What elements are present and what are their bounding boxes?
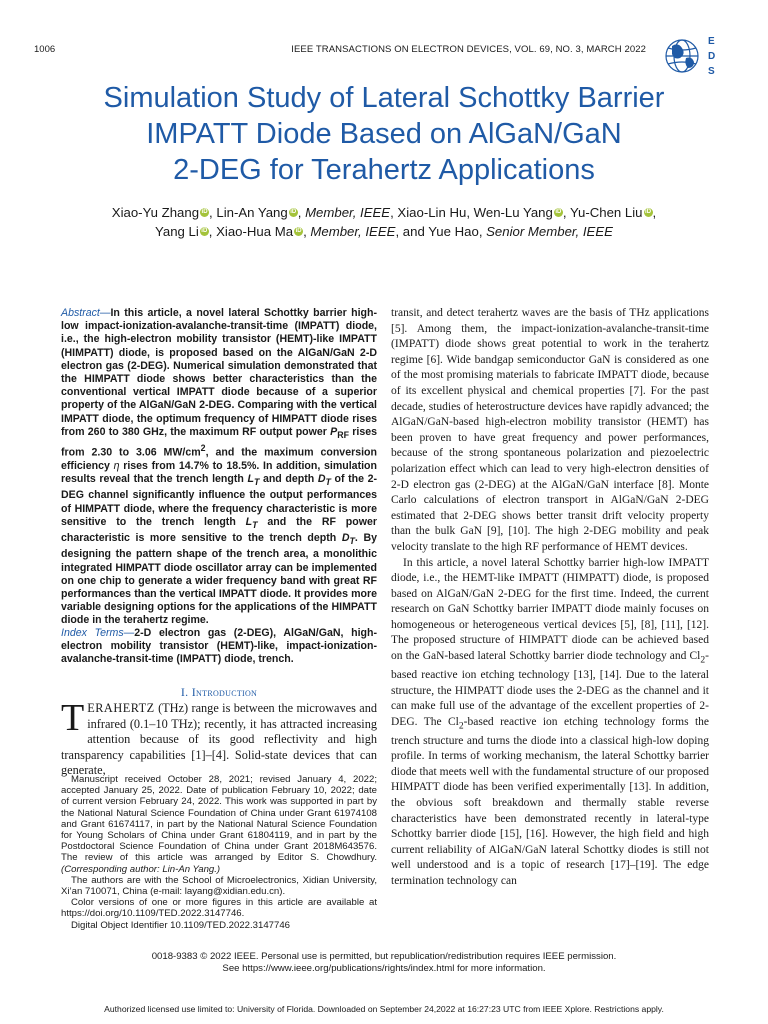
section-number: I. xyxy=(180,685,189,699)
author-list xyxy=(34,203,734,241)
abstract-text: , and the maximum conversion efficiency xyxy=(61,446,377,472)
author-line-2 xyxy=(34,222,734,241)
orcid-icon[interactable]: iD xyxy=(290,209,297,215)
author-sep: , xyxy=(209,205,217,220)
logo-letter: S xyxy=(708,66,715,77)
author-name[interactable]: and Yue Hao xyxy=(402,224,479,239)
author-name[interactable]: Xiao-Yu Zhang xyxy=(111,205,200,220)
index-terms xyxy=(61,627,377,667)
copyright-line: See https://www.ieee.org/publications/rights/index.html for more information. xyxy=(222,963,546,974)
abstract-label: Abstract— xyxy=(61,307,111,319)
author-sep: , xyxy=(562,205,570,220)
eds-globe-logo-icon xyxy=(658,30,716,86)
orcid-icon[interactable]: iD xyxy=(555,209,562,215)
math-symbol: D xyxy=(341,532,350,545)
author-name[interactable]: Yu-Chen Liu xyxy=(569,205,643,220)
author-sep: , xyxy=(390,205,398,220)
math-superscript: 2 xyxy=(200,443,206,454)
author-role: Senior Member, IEEE xyxy=(486,224,613,239)
math-subscript: RF xyxy=(337,429,350,440)
index-terms-label: Index Terms— xyxy=(61,627,135,639)
math-symbol: P xyxy=(330,425,338,438)
title-line: 2-DEG for Terahertz Applications xyxy=(173,154,595,186)
author-name[interactable]: Lin-An Yang xyxy=(216,205,288,220)
orcid-icon[interactable]: iD xyxy=(645,209,652,215)
page-number: 1006 xyxy=(34,44,56,55)
author-sep: , xyxy=(652,205,657,220)
drop-cap: T xyxy=(61,697,85,739)
footnote-text: Manuscript received October 28, 2021; revised January 4, 2022; accepted January 25, 2022. Date of publication February 10, 2022; date of current version February 24, 2022. This work was supported in part by the National Natural Science Foundation of China under Grant 61974108 and Grant 61674117, in part by the National Natural Science Foundation for Young Scholars of China under Grant 61804119, and in part by the Postdoctoral Science Foundation of China under Grant 2018M643576. The review of this article was arranged by Editor S. Chowdhury. xyxy=(61,774,377,864)
math-symbol: η xyxy=(113,459,120,472)
author-sep: , xyxy=(478,224,487,239)
math-subscript: T xyxy=(252,519,258,530)
author-name[interactable]: Wen-Lu Yang xyxy=(473,205,553,220)
math-subscript: T xyxy=(325,477,331,488)
logo-letter: E xyxy=(708,36,715,47)
copyright-line: 0018-9383 © 2022 IEEE. Personal use is permitted, but republication/redistribution requires IEEE permission. xyxy=(151,951,617,962)
footnote-color-versions: Color versions of one or more figures in this article are available at https://doi.org/10.1109/TED.2022.3147746. xyxy=(61,897,377,920)
abstract-text: rises from 14.7% to 18.5%. In addition, simulation results reveal that the trench length xyxy=(61,459,377,486)
author-name[interactable]: Yang Li xyxy=(155,224,199,239)
title-line: IMPATT Diode Based on AlGaN/GaN xyxy=(146,118,622,150)
math-subscript: T xyxy=(349,536,355,547)
body-text: -based reactive ion etching technology forms the trench structure and turns the diode into a classical high-low doping profile. In terms of working mechanism, the lateral Schottky barrier diode that meets well with the fundamental structure of our proposed HIMPATT diode has been verified experimentally [13]. In addition, the obvious soft breakdown and thermally stable reverse characteristics have been demonstrated recently in lateral-type Schottky barrier diode [15], [16]. However, the high field and high current reliability of AlGaN/GaN lateral Schottky diodes is still not well understood and is a topic of research [17]–[19]. The edge termination technology can xyxy=(391,715,710,887)
abstract-text: of the 2-DEG channel significantly influence the output performances of HIMPATT diode, where the frequency characteristic is more sensitive to the trench length xyxy=(61,473,378,528)
abstract-text: and depth xyxy=(259,473,318,486)
orcid-icon[interactable]: iD xyxy=(201,209,208,215)
abstract-text: rises from 2.30 to 3.06 MW/cm xyxy=(61,425,378,459)
chem-subscript: 2 xyxy=(700,654,706,666)
author-name[interactable]: Xiao-Hua Ma xyxy=(216,224,294,239)
title-line: Simulation Study of Lateral Schottky Barrier xyxy=(103,82,665,114)
corresponding-author: (Corresponding author: Lin-An Yang.) xyxy=(61,863,221,875)
author-line-1 xyxy=(34,203,734,222)
orcid-icon[interactable]: iD xyxy=(295,228,302,234)
chem-subscript: 2 xyxy=(458,720,464,732)
author-sep: , xyxy=(395,224,403,239)
math-symbol: L xyxy=(245,515,253,528)
body-text: In this article, a novel lateral Schottky barrier high-low IMPATT diode, i.e., the HEMT-like IMPATT (HIMPATT) diode, is proposed based on AlGaN/GaN 2-DEG for the first time. Indeed, the current research on GaN Schottky barrier IMPATT diode mainly focuses on homogeneous or heterogeneous vertical devices [5], [8], [11], [12]. The proposed structure of HIMPATT diode can be achieved based on the GaN-based lateral Schottky barrier diode technology and Cl xyxy=(391,556,709,663)
footnote xyxy=(61,774,377,931)
author-sep: , xyxy=(297,205,306,220)
body-paragraph xyxy=(391,556,709,890)
right-column xyxy=(391,306,709,890)
author-sep: , xyxy=(303,224,311,239)
body-text: -based reactive ion etching technology [13], [14]. Due to the lateral structure, the HIMPATT diode uses the 2-DEG as the channel and it can make full use of the advantage of the excellent properties of 2-DEG. The Cl xyxy=(391,650,709,728)
footnote-manuscript xyxy=(61,774,377,875)
section-title: Introduction xyxy=(191,685,258,699)
footnote-doi: Digital Object Identifier 10.1109/TED.2022.3147746 xyxy=(71,919,291,931)
logo-letter: D xyxy=(708,51,716,62)
abstract-text: . By designing the pattern shape of the trench area, a monolithic integrated HIMPATT diode oscillator array can be implemented on one chip to generate a wider frequency band with great RF performances than the vertical IMPATT diode. It provides more variable designing options for the applications of the HIMPATT diode in the terahertz regime. xyxy=(61,532,377,627)
author-role: Member, IEEE xyxy=(305,205,391,220)
body-paragraph: transit, and detect terahertz waves are the basis of THz applications [5]. Among them, the impact-ionization-avalanche-transit-time (IMPATT) diode shows great potential to work in the terahertz regime [6]. Wide bandgap semiconductor GaN is considered as one of the most promising materials to fabricate IMPATT diode, because of its excellent physical and chemical properties [7]. For the past decade, studies of heterostructure devices have rapidly advanced; the AlGaN/GaN-based high-electron mobility transistor (HEMT) has been proven to have great frequency and power performances, because of the strong spontaneous polarization and piezoelectric polarization effect which can lead to very high-electron densities of 2-D electron gas (2-DEG) at the AlGaN/GaN interface [8]. Monte Carlo calculations of electron transport in AlGaN/GaN 2-DEG estimated that 2-DEG shows better transit drift velocity property than the bulk GaN [9], [10]. The high 2-DEG mobility and peak velocity translate to the high RF performance of HEMT devices. xyxy=(391,307,709,553)
math-subscript: T xyxy=(253,477,260,488)
math-symbol: D xyxy=(317,473,326,486)
math-symbol: L xyxy=(247,473,254,486)
author-sep: , xyxy=(208,224,217,239)
intro-lead: ERAHERTZ xyxy=(87,701,155,715)
author-sep: , xyxy=(466,205,474,220)
intro-paragraph xyxy=(61,697,377,779)
orcid-icon[interactable]: iD xyxy=(201,228,208,234)
abstract-text: In this article, a novel lateral Schottky barrier high-low impact-ionization-avalanche-transit-time (IMPATT) diode, i.e., the high-electron mobility transistor (HEMT)-like IMPATT (HIMPATT) diode, is proposed based on the AlGaN/GaN 2-D electron gas (2-DEG). Numerical simulation demonstrated that the HIMPATT diode shows better characteristics than the conventional vertical IMPATT diode because of a superior property of the AlGaN/GaN 2-DEG. Comparing with the vertical IMPATT diode, the optimum frequency of HIMPATT diode rises from 260 to 380 GHz, the maximum RF output power xyxy=(61,307,377,438)
license-notice: Authorized licensed use limited to: University of Florida. Downloaded on September 24,2022 at 16:27:23 UTC from IEEE Xplore. Restrictions apply. xyxy=(104,1004,664,1014)
journal-header: IEEE TRANSACTIONS ON ELECTRON DEVICES, VOL. 69, NO. 3, MARCH 2022 xyxy=(291,44,646,55)
section-heading xyxy=(61,685,377,700)
intro-text: (THz) range is between the microwaves and infrared (0.1–10 THz); recently, it has attracted increasing attention because of its good reflectivity and high transparency capabilities [1]–[4]. Solid-state devices that can generate, xyxy=(61,701,377,778)
author-name[interactable]: Xiao-Lin Hu xyxy=(397,205,467,220)
copyright-notice xyxy=(34,951,734,975)
footnote-affiliation: The authors are with the School of Microelectronics, Xidian University, Xi’an 710071, China (e-mail: layang@xidian.edu.cn). xyxy=(61,874,377,898)
index-terms-text: 2-D electron gas (2-DEG), AlGaN/GaN, high-electron mobility transistor (HEMT)-like, impact-ionization-avalanche-transit-time (IMPATT) diode, trench. xyxy=(61,627,377,666)
abstract xyxy=(61,307,377,628)
author-role: Member, IEEE xyxy=(310,224,396,239)
paper-title xyxy=(34,80,734,188)
abstract-text: and the RF power characteristic is more sensitive to the trench depth xyxy=(61,515,377,545)
